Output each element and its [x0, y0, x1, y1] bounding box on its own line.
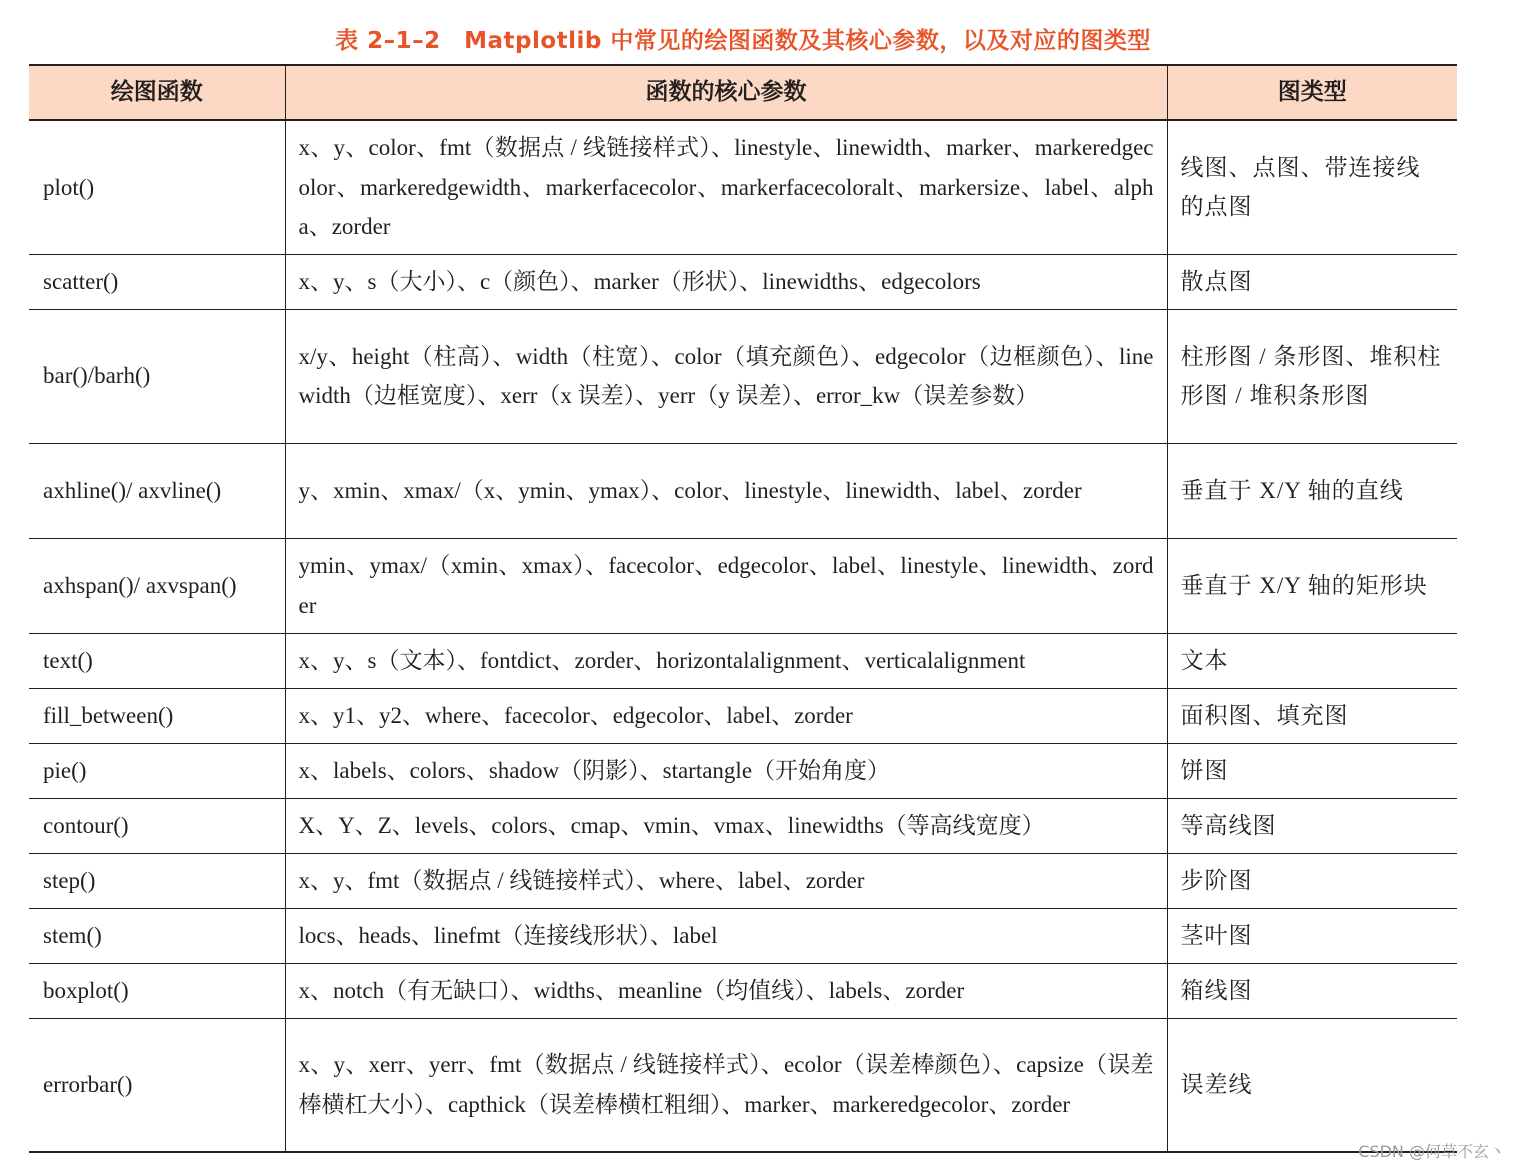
plot-functions-table	[29, 64, 1457, 1153]
params-cell: y、xmin、xmax/（x、ymin、ymax）、color、linestyle、linewidth、label、zorder	[285, 443, 1167, 538]
params-cell: x、labels、colors、shadow（阴影）、startangle（开始角度）	[285, 743, 1167, 798]
function-cell: boxplot()	[29, 963, 285, 1018]
function-cell: plot()	[29, 120, 285, 254]
chart-type-cell: 柱形图 / 条形图、堆积柱形图 / 堆积条形图	[1167, 309, 1457, 443]
table-row	[29, 908, 1457, 963]
table-caption: 表 2–1–2 Matplotlib 中常见的绘图函数及其核心参数，以及对应的图类型	[335, 28, 1151, 54]
chart-type-cell: 茎叶图	[1167, 908, 1457, 963]
table-row	[29, 309, 1457, 443]
params-cell: locs、heads、linefmt（连接线形状）、label	[285, 908, 1167, 963]
header-function: 绘图函数	[29, 65, 285, 120]
chart-type-cell: 步阶图	[1167, 853, 1457, 908]
header-params: 函数的核心参数	[285, 65, 1167, 120]
chart-type-cell: 饼图	[1167, 743, 1457, 798]
chart-type-cell: 箱线图	[1167, 963, 1457, 1018]
chart-type-cell: 等高线图	[1167, 798, 1457, 853]
table-row	[29, 538, 1457, 633]
csdn-watermark: CSDN @何草不玄丶	[1358, 1142, 1505, 1161]
params-cell: x、y、s（文本）、fontdict、zorder、horizontalalignment、verticalalignment	[285, 633, 1167, 688]
table-row	[29, 1018, 1457, 1152]
params-cell: x、y、fmt（数据点 / 线链接样式）、where、label、zorder	[285, 853, 1167, 908]
params-cell: X、Y、Z、levels、colors、cmap、vmin、vmax、linewidths（等高线宽度）	[285, 798, 1167, 853]
chart-type-cell: 线图、点图、带连接线的点图	[1167, 120, 1457, 254]
params-cell: x、y、s（大小）、c（颜色）、marker（形状）、linewidths、edgecolors	[285, 254, 1167, 309]
chart-type-cell: 散点图	[1167, 254, 1457, 309]
table-row	[29, 254, 1457, 309]
table-row	[29, 633, 1457, 688]
chart-type-cell: 误差线	[1167, 1018, 1457, 1152]
function-cell: errorbar()	[29, 1018, 285, 1152]
table-row	[29, 963, 1457, 1018]
function-cell: axhspan()/ axvspan()	[29, 538, 285, 633]
chart-type-cell: 面积图、填充图	[1167, 688, 1457, 743]
table-row	[29, 743, 1457, 798]
header-chart-type: 图类型	[1167, 65, 1457, 120]
chart-type-cell: 文本	[1167, 633, 1457, 688]
params-cell: ymin、ymax/（xmin、xmax）、facecolor、edgecolor、label、linestyle、linewidth、zorder	[285, 538, 1167, 633]
table-row	[29, 443, 1457, 538]
table-row	[29, 798, 1457, 853]
table-row	[29, 688, 1457, 743]
function-cell: text()	[29, 633, 285, 688]
function-cell: contour()	[29, 798, 285, 853]
function-cell: fill_between()	[29, 688, 285, 743]
params-cell: x/y、height（柱高）、width（柱宽）、color（填充颜色）、edgecolor（边框颜色）、linewidth（边框宽度）、xerr（x 误差）、yerr（y 误差）、error_kw（误差参数）	[285, 309, 1167, 443]
chart-type-cell: 垂直于 X/Y 轴的矩形块	[1167, 538, 1457, 633]
params-cell: x、notch（有无缺口）、widths、meanline（均值线）、labels、zorder	[285, 963, 1167, 1018]
chart-type-cell: 垂直于 X/Y 轴的直线	[1167, 443, 1457, 538]
function-cell: pie()	[29, 743, 285, 798]
table-header-row	[29, 65, 1457, 120]
table-row	[29, 120, 1457, 254]
function-cell: step()	[29, 853, 285, 908]
params-cell: x、y、color、fmt（数据点 / 线链接样式）、linestyle、linewidth、marker、markeredgecolor、markeredgewidth、markerfacecolor、markerfacecoloralt、markersize、label、alpha、zorder	[285, 120, 1167, 254]
params-cell: x、y、xerr、yerr、fmt（数据点 / 线链接样式）、ecolor（误差棒颜色）、capsize（误差棒横杠大小）、capthick（误差棒横杠粗细）、marker、markeredgecolor、zorder	[285, 1018, 1167, 1152]
function-cell: bar()/barh()	[29, 309, 285, 443]
table-row	[29, 853, 1457, 908]
function-cell: stem()	[29, 908, 285, 963]
params-cell: x、y1、y2、where、facecolor、edgecolor、label、zorder	[285, 688, 1167, 743]
function-cell: axhline()/ axvline()	[29, 443, 285, 538]
function-cell: scatter()	[29, 254, 285, 309]
